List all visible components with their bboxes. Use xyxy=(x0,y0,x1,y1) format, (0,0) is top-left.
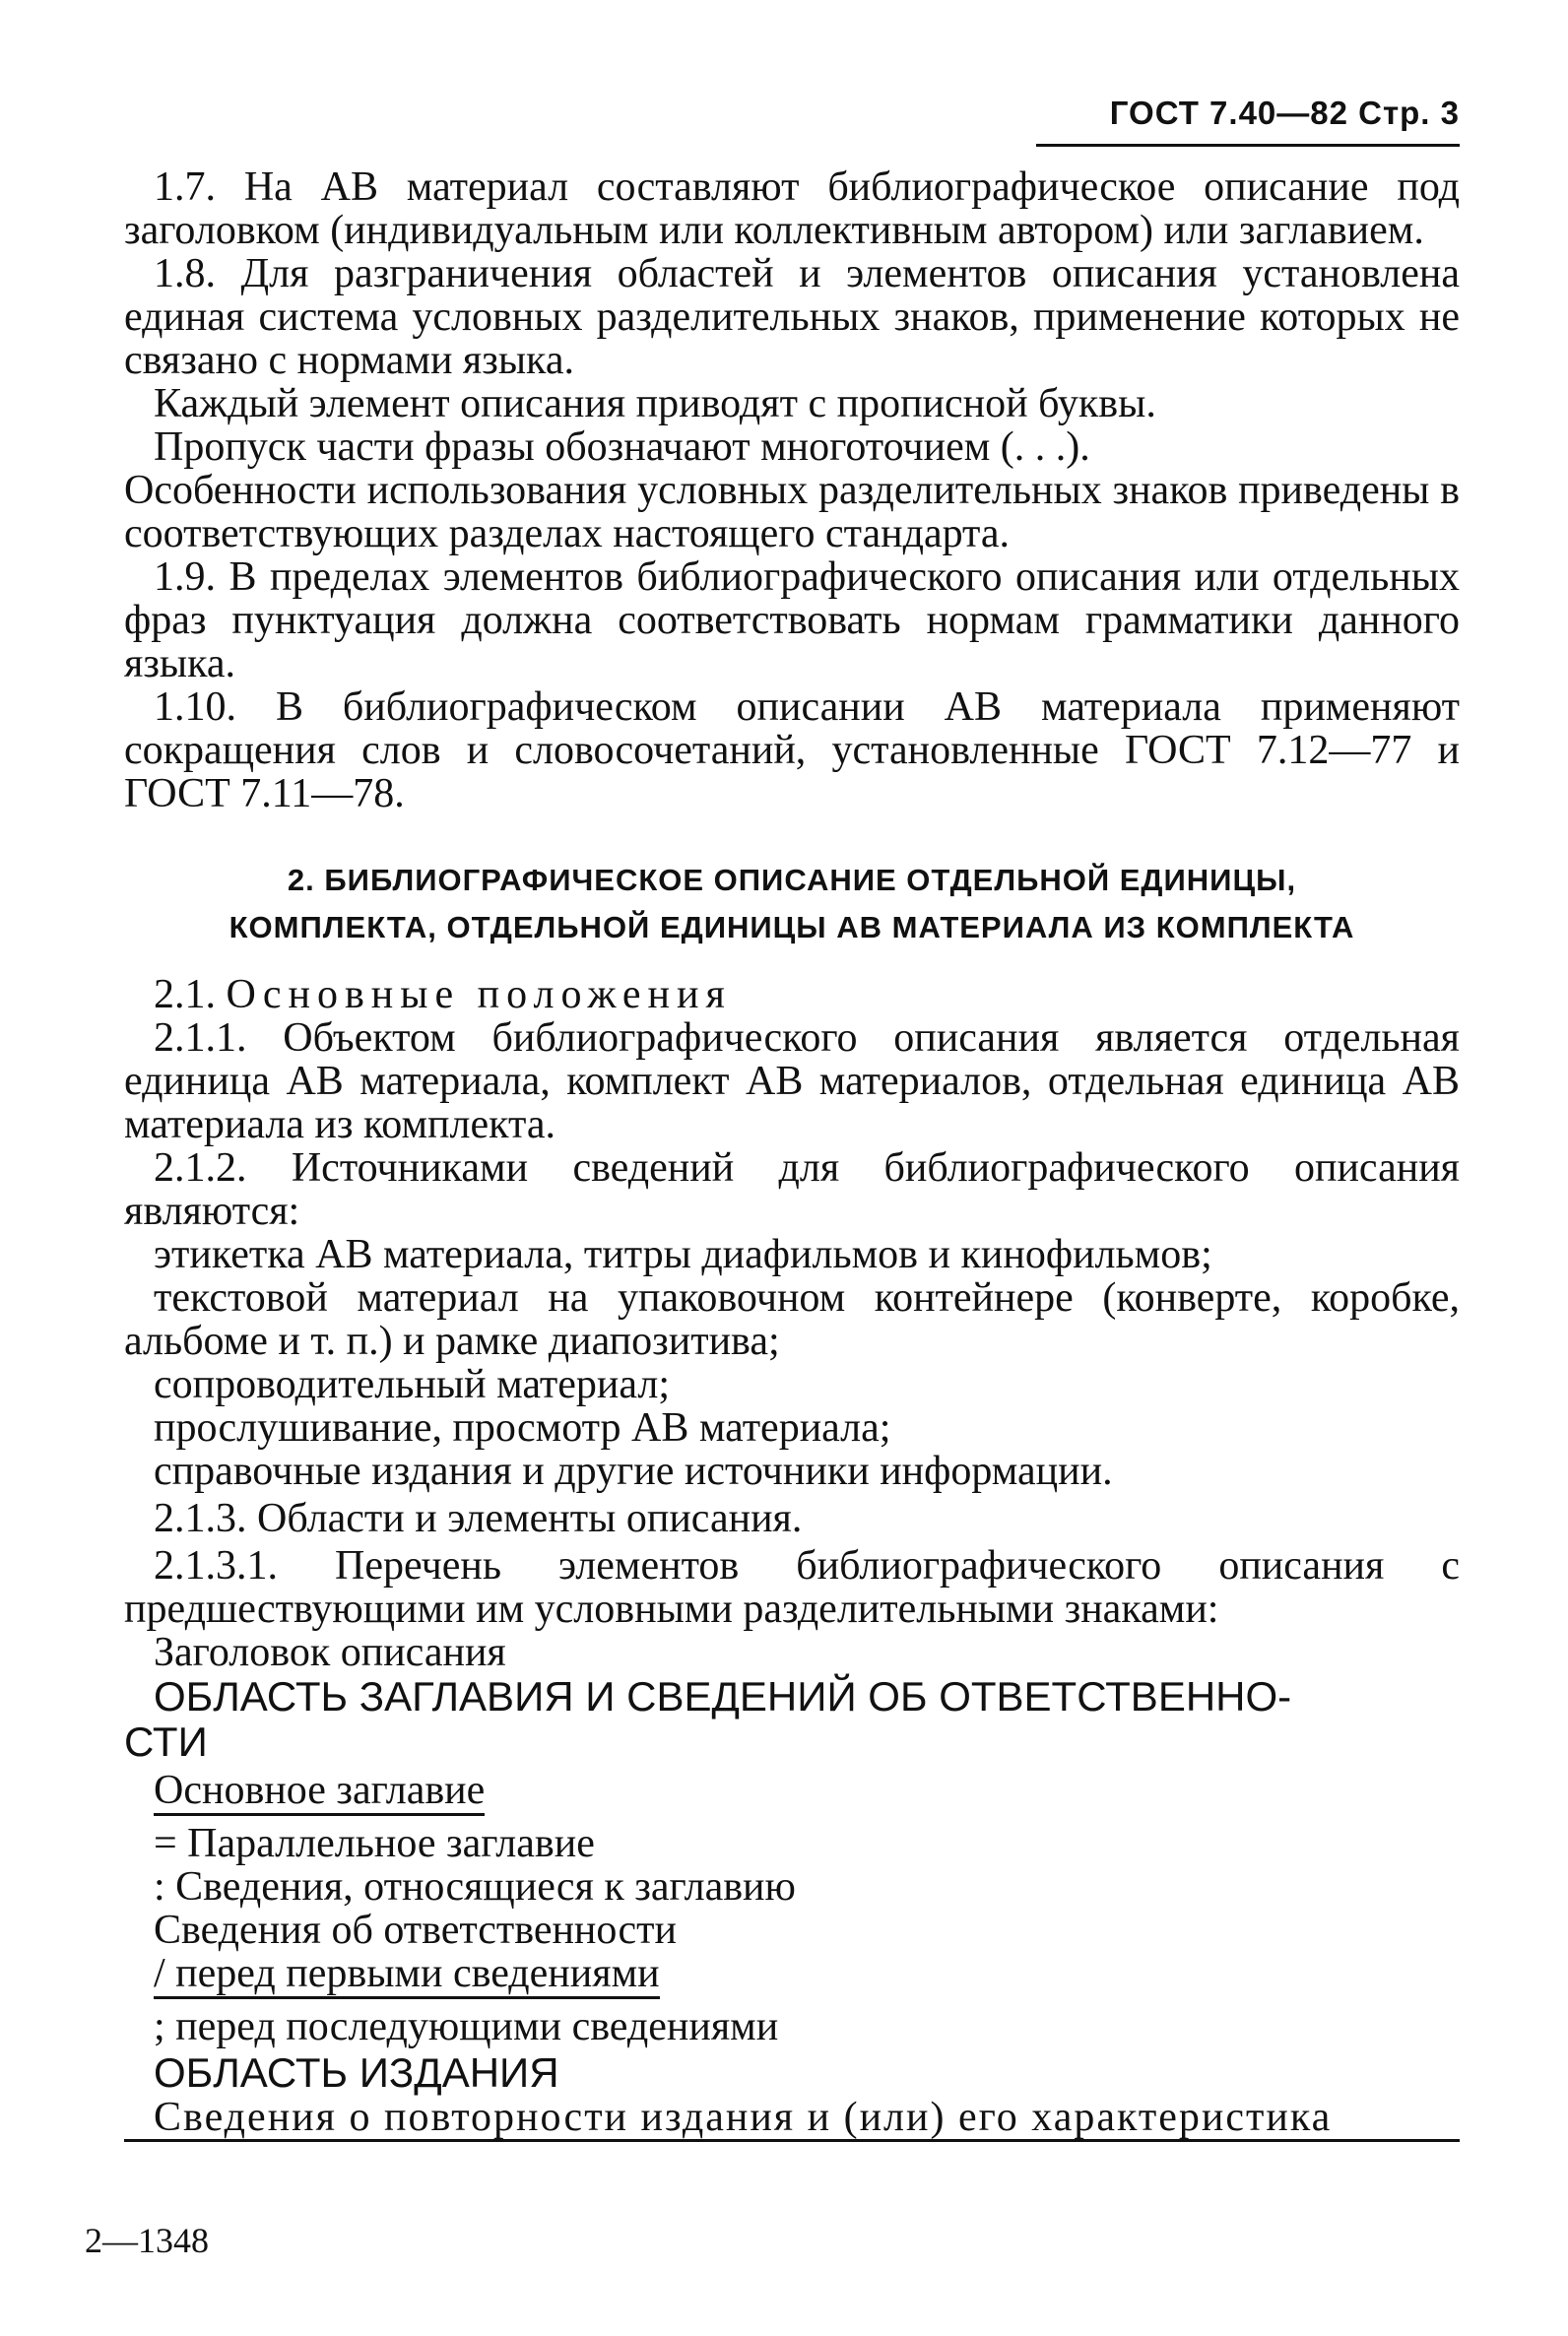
paragraph-1-7: 1.7. На АВ материал составляют библиографическое описание под заголовком (индивидуальным или коллективным автором) или заглавием. xyxy=(124,164,1460,253)
paragraph-1-8: 1.8. Для разграничения областей и элементов описания установлена единая система условных разделительных знаков, применение которых не связано с нормами языка. xyxy=(124,251,1460,383)
source-item-3: сопроводительный материал; xyxy=(154,1362,671,1407)
subsection-2-1-title: Основные положения xyxy=(226,972,732,1017)
element-edition-statement: Сведения о повторности издания и (или) его характеристика xyxy=(124,2096,1460,2142)
source-item-2: текстовой материал на упаковочном контейнере (конверте, коробке, альбоме и т. п.) и рамке диапозитива; xyxy=(124,1275,1460,1364)
area-title-responsibility-line-1: ОБЛАСТЬ ЗАГЛАВИЯ И СВЕДЕНИЙ ОБ ОТВЕТСТВЕННО- xyxy=(154,1673,1292,1720)
first-responsibility-underlined: / перед первыми сведениями xyxy=(154,1952,660,1999)
document-body xyxy=(124,165,1460,2142)
element-responsibility: Сведения об ответственности xyxy=(154,1908,677,1953)
section-2-title-line-1: 2. БИБЛИОГРАФИЧЕСКОЕ ОПИСАНИЕ ОТДЕЛЬНОЙ ЕДИНИЦЫ, xyxy=(287,863,1297,897)
area-edition: ОБЛАСТЬ ИЗДАНИЯ xyxy=(154,2049,559,2096)
paragraph-2-1-1: 2.1.1. Объектом библиографического описания является отдельная единица АВ материала, комплект АВ материалов, отдельная единица АВ материала из комплекта. xyxy=(124,1015,1460,1147)
paragraph-2-1-3-1: 2.1.3.1. Перечень элементов библиографического описания с предшествующими им условными разделительными знаками: xyxy=(124,1543,1460,1632)
paragraph-1-8-capitals: Каждый элемент описания приводят с прописной буквы. xyxy=(154,381,1156,426)
header-rule xyxy=(1036,144,1460,147)
source-item-1: этикетка АВ материала, титры диафильмов и кинофильмов; xyxy=(154,1232,1212,1277)
paragraph-2-1-3: 2.1.3. Области и элементы описания. xyxy=(154,1496,803,1541)
element-first-responsibility xyxy=(124,1952,1460,1999)
area-title-responsibility-line-2: СТИ xyxy=(124,1719,208,1765)
main-title-underlined: Основное заглавие xyxy=(154,1769,485,1816)
source-item-4: прослушивание, просмотр АВ материала; xyxy=(154,1405,891,1451)
paragraph-1-8-features: Особенности использования условных разделительных знаков приведены в соответствующих разделах настоящего стандарта. xyxy=(124,468,1460,556)
paragraph-1-10: 1.10. В библиографическом описании АВ материала применяют сокращения слов и словосочетаний, установленные ГОСТ 7.12—77 и ГОСТ 7.11—78. xyxy=(124,684,1460,816)
element-main-title xyxy=(124,1769,1460,1816)
running-header: ГОСТ 7.40—82 Стр. 3 xyxy=(1109,95,1460,131)
subsection-2-1-number: 2.1. xyxy=(154,972,216,1017)
section-2-title xyxy=(124,857,1460,951)
paragraph-2-1-2: 2.1.2. Источниками сведений для библиографического описания являются: xyxy=(124,1145,1460,1234)
element-subsequent-responsibility: ; перед последующими сведениями xyxy=(154,2004,779,2049)
element-parallel-title: = Параллельное заглавие xyxy=(154,1821,595,1866)
subsection-2-1 xyxy=(124,973,1460,1016)
section-2-title-line-2: КОМПЛЕКТА, ОТДЕЛЬНОЙ ЕДИНИЦЫ АВ МАТЕРИАЛА ИЗ КОМПЛЕКТА xyxy=(229,910,1355,944)
area-title-responsibility xyxy=(124,1674,1460,1765)
element-other-title-info: : Сведения, относящиеся к заглавию xyxy=(154,1864,796,1910)
source-item-5: справочные издания и другие источники информации. xyxy=(154,1449,1113,1494)
paragraph-1-8-ellipsis: Пропуск части фразы обозначают многоточием (. . .). xyxy=(154,424,1090,470)
element-heading: Заголовок описания xyxy=(154,1630,506,1675)
page-code: 2—1348 xyxy=(85,2221,209,2260)
paragraph-1-9: 1.9. В пределах элементов библиографического описания или отдельных фраз пунктуация должна соответствовать нормам грамматики данного языка. xyxy=(124,554,1460,686)
